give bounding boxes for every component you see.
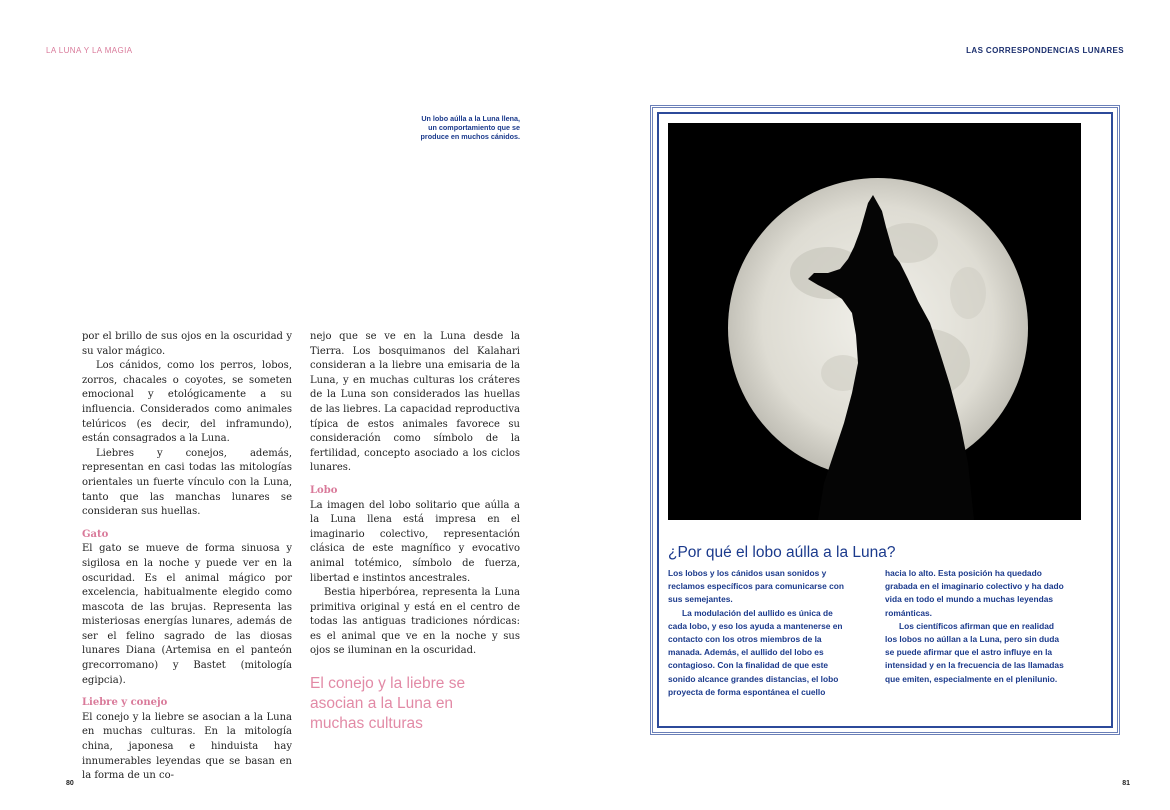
text-column-left xyxy=(82,330,292,784)
text-column-right xyxy=(310,330,520,659)
section-heading-lobo: Lobo xyxy=(310,484,338,496)
paragraph: El gato se mueve de forma sinuosa y sigilosa en la noche y puede ver en la oscuridad. Es el animal mágico por excelencia, habitualmente elegido como mascota de las brujas. Representa las misteriosas energías lunares, además de ser el felino sagrado de las diosas lunares Diana (Artemisa en el panteón grecorromano) y Bastet (mitología egipcia). xyxy=(82,543,292,686)
page-number-right: 81 xyxy=(1122,780,1130,787)
sidebar-box xyxy=(650,105,1120,735)
box-paragraph: Los científicos afirman que en realidad los lobos no aúllan a la Luna, pero sin duda se puede afirmar que el astro influye en la intensidad y en la frecuencia de las llamadas que emiten, especialmente en el plenilunio. xyxy=(885,620,1064,684)
running-head-right: LAS CORRESPONDENCIAS LUNARES xyxy=(966,46,1124,55)
paragraph: El conejo y la liebre se asocian a la Luna en muchas culturas. En la mitología china, japonesa e hinduista hay innumerables leyendas que se basan en la forma de un co- xyxy=(82,711,292,782)
photo-caption: Un lobo aúlla a la Luna llena, un comportamiento que se produce en muchos cánidos. xyxy=(420,114,520,141)
moon-wolf-illustration xyxy=(668,123,1081,520)
paragraph: nejo que se ve en la Luna desde la Tierra. Los bosquimanos del Kalahari consideran a la liebre una emisaria de la Luna, y en muchas culturas los cráteres de la Luna son considerados las huellas de las liebres. La capacidad reproductiva típica de estos animales favorece su consideración como símbolo de la fertilidad, concepto asociado a los ciclos lunares. xyxy=(310,331,520,474)
paragraph: por el brillo de sus ojos en la oscuridad y su valor mágico. xyxy=(82,331,292,357)
page-number-left: 80 xyxy=(66,780,74,787)
paragraph: La imagen del lobo solitario que aúlla a la Luna llena está impresa en el imaginario colectivo, representación clásica de este magnífico y evocativo animal totémico, símbolo de fuerza, libertad e instintos ancestrales. xyxy=(310,499,520,584)
paragraph: Los cánidos, como los perros, lobos, zorros, chacales o coyotes, se someten emocional y etológicamente a su influencia. Considerados como animales telúricos (es decir, del inframundo), están consagrados a la Luna. xyxy=(82,360,292,445)
section-heading-gato: Gato xyxy=(82,528,109,540)
pull-quote: El conejo y la liebre se asocian a la Luna en muchas culturas xyxy=(310,675,466,732)
paragraph: Bestia hiperbórea, representa la Luna primitiva original y está en el centro de todas las antiguas tradiciones nórdicas: es el animal que ve en la noche y sus ojos se iluminan en la oscuridad. xyxy=(310,587,520,657)
box-title: ¿Por qué el lobo aúlla a la Luna? xyxy=(668,544,896,561)
running-head-left: LA LUNA Y LA MAGIA xyxy=(46,46,133,55)
box-column-1 xyxy=(668,567,851,699)
moon-photo xyxy=(668,123,1081,520)
box-paragraph: Los lobos y los cánidos usan sonidos y reclamos específicos para comunicarse con sus semejantes. xyxy=(668,568,844,605)
box-paragraph: hacia lo alto. Esta posición ha quedado grabada en el imaginario colectivo y ha dado vida en todo el mundo a muchas leyendas románticas. xyxy=(885,568,1064,618)
sidebar-box-frame xyxy=(657,112,1113,728)
box-paragraph: La modulación del aullido es única de cada lobo, y eso los ayuda a mantenerse en contacto con los otros miembros de la manada. Además, el aullido del lobo es contagioso. Con la finalidad de que este sonido alcance grandes distancias, el lobo proyecta de forma espontánea el cuello xyxy=(668,607,843,697)
paragraph: Liebres y conejos, además, representan en casi todas las mitologías orientales un fuerte vínculo con la Luna, tanto que las manchas lunares se consideran sus huellas. xyxy=(82,447,292,518)
box-column-2 xyxy=(885,567,1068,686)
section-heading-liebre: Liebre y conejo xyxy=(82,697,168,709)
